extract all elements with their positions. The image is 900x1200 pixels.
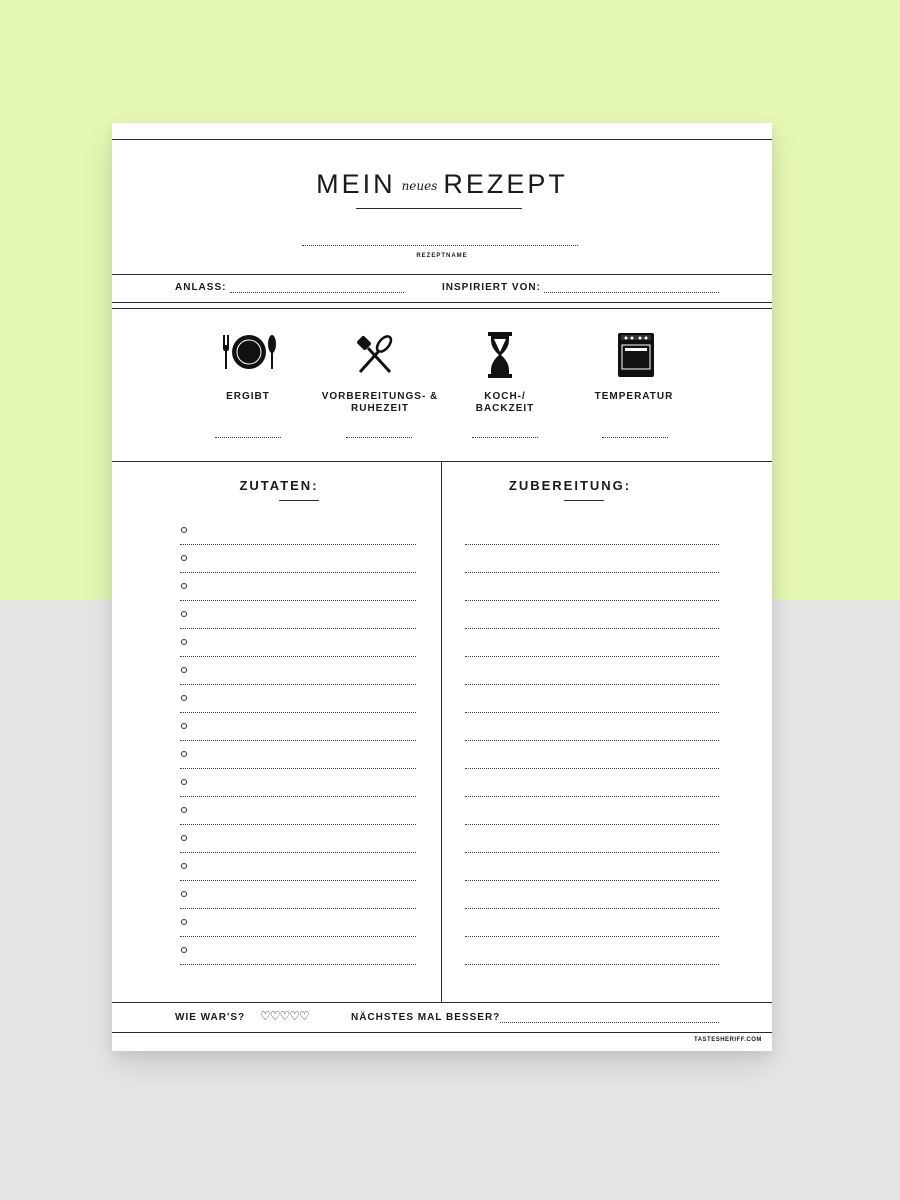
list-bullet [181, 527, 187, 533]
brand-url: TASTESHERIFF.COM [694, 1037, 762, 1043]
occasion-field[interactable] [230, 292, 404, 293]
list-bullet [181, 807, 187, 813]
preparation-line[interactable] [465, 740, 719, 741]
occasion-label: ANLASS: [175, 282, 227, 293]
inspired-label: INSPIRIERT VON: [442, 282, 541, 293]
inspired-field[interactable] [544, 292, 719, 293]
ingredient-line[interactable] [180, 936, 416, 937]
cook-time-label: KOCH-/ BACKZEIT [475, 391, 535, 414]
ingredient-line[interactable] [180, 656, 416, 657]
preparation-title: ZUBEREITUNG: [508, 478, 632, 493]
preparation-line[interactable] [465, 544, 719, 545]
preparation-line[interactable] [465, 852, 719, 853]
rule [112, 1032, 772, 1033]
better-next-time-field[interactable] [500, 1022, 719, 1023]
list-bullet [181, 611, 187, 617]
list-bullet [181, 583, 187, 589]
ingredient-line[interactable] [180, 768, 416, 769]
list-bullet [181, 919, 187, 925]
heart-rating[interactable]: ♡♡♡♡♡ [260, 1009, 309, 1023]
title-rezept: REZEPT [443, 169, 568, 199]
list-bullet [181, 639, 187, 645]
list-bullet [181, 863, 187, 869]
preparation-line[interactable] [465, 824, 719, 825]
preparation-line[interactable] [465, 572, 719, 573]
preparation-line[interactable] [465, 964, 719, 965]
top-rule [112, 139, 772, 140]
list-bullet [181, 947, 187, 953]
ingredient-line[interactable] [180, 600, 416, 601]
rule [112, 274, 772, 275]
better-next-time-label: NÄCHSTES MAL BESSER? [351, 1012, 501, 1023]
title-mein: MEIN [316, 169, 396, 199]
ingredient-line[interactable] [180, 852, 416, 853]
temperature-label: TEMPERATUR [594, 391, 674, 402]
recipe-sheet [112, 123, 772, 1051]
yield-field[interactable] [215, 437, 281, 438]
list-bullet [181, 667, 187, 673]
yield-label: ERGIBT [226, 391, 270, 402]
ingredient-line[interactable] [180, 572, 416, 573]
ingredient-line[interactable] [180, 880, 416, 881]
ingredients-title: ZUTATEN: [239, 478, 319, 493]
plate-cutlery-icon [220, 331, 276, 373]
ingredient-line[interactable] [180, 628, 416, 629]
preparation-line[interactable] [465, 600, 719, 601]
cook-time-field[interactable] [472, 437, 538, 438]
hourglass-icon [487, 332, 513, 378]
ingredient-line[interactable] [180, 908, 416, 909]
column-divider [441, 461, 442, 1002]
list-bullet [181, 555, 187, 561]
list-bullet [181, 723, 187, 729]
ingredient-line[interactable] [180, 712, 416, 713]
rule [112, 1002, 772, 1003]
title-underline [356, 208, 522, 209]
ingredient-line[interactable] [180, 740, 416, 741]
rule [112, 308, 772, 309]
list-bullet [181, 891, 187, 897]
recipe-name-field[interactable] [302, 245, 578, 246]
ingredients-underline [279, 500, 319, 501]
preparation-line[interactable] [465, 796, 719, 797]
ingredient-line[interactable] [180, 684, 416, 685]
title-neues: neues [401, 179, 438, 193]
list-bullet [181, 835, 187, 841]
preparation-underline [564, 500, 604, 501]
ingredient-line[interactable] [180, 824, 416, 825]
preparation-line[interactable] [465, 880, 719, 881]
temperature-field[interactable] [602, 437, 668, 438]
list-bullet [181, 695, 187, 701]
prep-time-field[interactable] [346, 437, 412, 438]
ingredient-line[interactable] [180, 796, 416, 797]
rule [112, 461, 772, 462]
rating-label: WIE WAR'S? [175, 1012, 246, 1023]
oven-icon [618, 333, 654, 377]
preparation-line[interactable] [465, 656, 719, 657]
preparation-line[interactable] [465, 628, 719, 629]
whisk-spatula-icon [354, 334, 396, 376]
preparation-line[interactable] [465, 936, 719, 937]
list-bullet [181, 779, 187, 785]
page-title [112, 169, 772, 200]
preparation-line[interactable] [465, 712, 719, 713]
recipe-name-label: REZEPTNAME [416, 253, 468, 259]
preparation-line[interactable] [465, 768, 719, 769]
list-bullet [181, 751, 187, 757]
prep-time-label: VORBEREITUNGS- & RUHEZEIT [321, 391, 439, 414]
ingredient-line[interactable] [180, 544, 416, 545]
preparation-line[interactable] [465, 684, 719, 685]
rule [112, 302, 772, 303]
ingredient-line[interactable] [180, 964, 416, 965]
preparation-line[interactable] [465, 908, 719, 909]
